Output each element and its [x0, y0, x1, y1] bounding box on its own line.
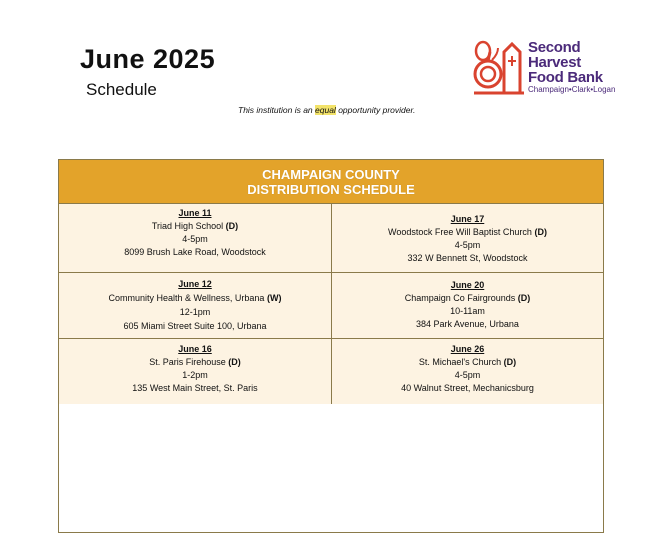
schedule-cell — [332, 203, 603, 272]
logo-line-2: Harvest — [528, 54, 581, 71]
event-time: 4-5pm — [454, 370, 481, 380]
event-address: 384 Park Avenue, Urbana — [416, 319, 519, 329]
event-date: June 12 — [178, 279, 212, 289]
event-address: 135 West Main Street, St. Paris — [132, 383, 258, 393]
event-date: June 11 — [178, 208, 212, 218]
food-bank-logo — [470, 38, 620, 96]
page-subtitle: Schedule — [86, 80, 157, 99]
event-address: 8099 Brush Lake Road, Woodstock — [124, 247, 266, 257]
page-title: June 2025 — [80, 44, 216, 74]
event-location: St. Michael's Church (D) — [418, 357, 517, 367]
event-time: 10-11am — [450, 306, 485, 316]
schedule-cell — [332, 272, 603, 338]
event-address: 332 W Bennett St, Woodstock — [407, 253, 528, 263]
notice-text-post: opportunity provider. — [335, 105, 416, 115]
logo-line-1: Second — [528, 39, 581, 56]
event-address: 605 Miami Street Suite 100, Urbana — [123, 321, 267, 331]
schedule-cell — [59, 203, 332, 272]
distribution-schedule-table — [58, 159, 604, 533]
schedule-cell — [59, 272, 332, 338]
event-time: 4-5pm — [454, 240, 481, 250]
banner-line-1: CHAMPAIGN COUNTY — [262, 167, 400, 182]
event-location: Champaign Co Fairgrounds (D) — [404, 293, 531, 303]
event-time: 12-1pm — [179, 307, 211, 317]
logo-tagline: Champaign•Clark•Logan — [528, 85, 616, 94]
event-address: 40 Walnut Street, Mechanicsburg — [401, 383, 534, 393]
table-banner — [59, 160, 603, 203]
banner-line-2: DISTRIBUTION SCHEDULE — [247, 182, 415, 197]
logo-line-3: Food Bank — [528, 69, 603, 86]
notice-highlight: equal — [315, 105, 336, 115]
schedule-cell — [59, 338, 332, 404]
event-time: 1-2pm — [182, 370, 208, 380]
event-date: June 17 — [450, 214, 485, 224]
event-location: Woodstock Free Will Baptist Church (D) — [388, 227, 547, 237]
equal-opportunity-notice — [238, 105, 415, 115]
apple-silo-icon — [470, 38, 528, 96]
event-date: June 20 — [450, 280, 485, 290]
event-date: June 26 — [450, 344, 485, 354]
event-time: 4-5pm — [182, 234, 208, 244]
event-location: Triad High School (D) — [151, 221, 239, 231]
notice-text-pre: This institution is an — [238, 105, 316, 115]
event-location: St. Paris Firehouse (D) — [149, 357, 241, 367]
event-date: June 16 — [178, 344, 212, 354]
event-location: Community Health & Wellness, Urbana (W) — [108, 293, 282, 303]
schedule-cell — [332, 338, 603, 404]
